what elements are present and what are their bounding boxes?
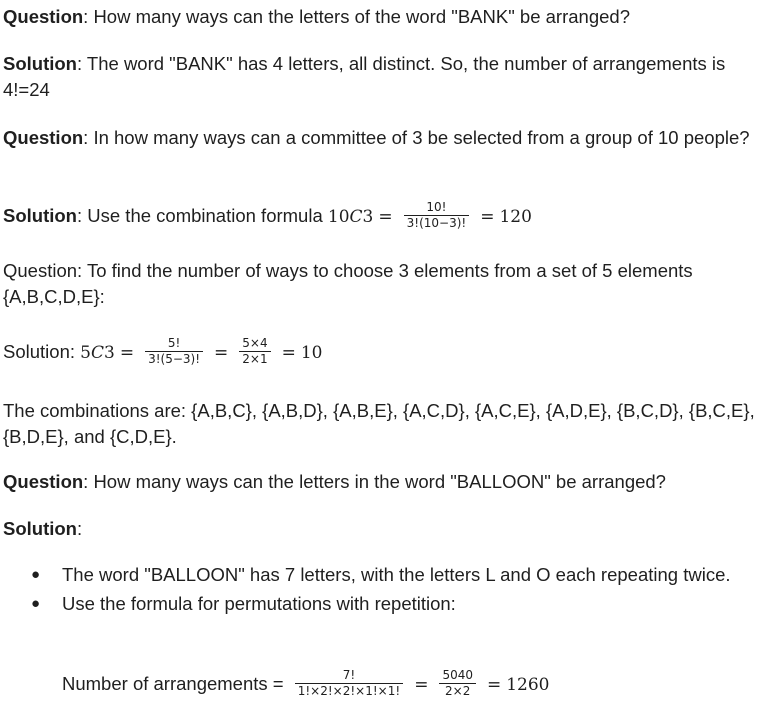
question-text: : How many ways can the letters of the word "BANK" be arranged?	[83, 6, 630, 27]
fraction	[439, 668, 476, 699]
fraction	[145, 336, 203, 367]
solution-3	[3, 338, 322, 369]
math-c: C	[90, 343, 104, 363]
solution-text: : The word "BANK" has 4 letters, all distinct. So, the number of arrangements is 4!=24	[3, 53, 726, 100]
solution-bullets	[3, 562, 743, 617]
fraction	[239, 336, 270, 367]
fraction-numerator: 5040	[439, 668, 476, 684]
bullet-icon: ●	[31, 595, 41, 612]
fraction-denominator: 3!(5−3)!	[148, 352, 201, 366]
question-label: Question	[3, 127, 84, 148]
math-result: 1260	[506, 675, 550, 695]
math-k: 3	[362, 207, 374, 227]
bullet-text: The word "BALLOON" has 7 letters, with the letters L and O each repeating twice.	[62, 564, 731, 585]
solution-1	[3, 51, 765, 103]
question-2	[3, 125, 750, 151]
question-text: : How many ways can the letters in the word "BALLOON" be arranged?	[83, 471, 666, 492]
solution-4	[3, 516, 82, 542]
math-n: 10	[327, 207, 350, 227]
fraction-numerator: 5×4	[239, 336, 270, 352]
question-4	[3, 469, 666, 495]
fraction-denominator: 2×1	[242, 352, 268, 366]
formula-label: Number of arrangements =	[62, 673, 289, 694]
math-equals: =	[414, 675, 429, 695]
bullet-text: Use the formula for permutations with repetition:	[62, 593, 456, 614]
question-3	[3, 258, 765, 310]
math-result: 10	[300, 343, 323, 363]
bullet-icon: ●	[31, 566, 41, 583]
math-n: 5	[80, 343, 91, 363]
math-equals: =	[119, 343, 135, 363]
math-equals: =	[378, 207, 393, 227]
fraction-numerator: 7!	[295, 668, 403, 684]
math-equals: =	[486, 675, 502, 695]
solution-label: Solution	[3, 518, 77, 539]
fraction	[295, 668, 403, 699]
math-equals: =	[214, 343, 229, 363]
solution-label: Solution	[3, 53, 77, 74]
math-result: 120	[499, 207, 532, 227]
solution-text: Solution:	[3, 341, 81, 362]
fraction-numerator: 5!	[145, 336, 203, 352]
math-c: C	[349, 207, 363, 227]
permutation-formula	[3, 670, 550, 701]
combinations-list	[3, 398, 765, 450]
math-equals: =	[281, 343, 296, 363]
math-equals: =	[480, 207, 495, 227]
combination-expression	[80, 336, 323, 366]
solution-text: : Use the combination formula	[76, 205, 328, 226]
question-label: Question	[3, 6, 84, 27]
fraction-denominator: 1!×2!×2!×1!×1!	[297, 684, 401, 698]
fraction-denominator: 3!(10−3)!	[406, 216, 467, 230]
list-item	[3, 591, 743, 617]
question-1	[3, 4, 630, 30]
math-k: 3	[103, 343, 115, 363]
fraction-denominator: 2×2	[445, 684, 471, 698]
fraction	[404, 200, 470, 231]
solution-2	[3, 202, 532, 233]
question-text: Question: To find the number of ways to choose 3 elements from a set of 5 elements {A,B,C,D,E}:	[3, 260, 693, 307]
fraction-numerator: 10!	[404, 200, 470, 216]
question-text: : In how many ways can a committee of 3 be selected from a group of 10 people?	[83, 127, 750, 148]
formula-expression	[289, 668, 550, 698]
question-label: Question	[3, 471, 84, 492]
solution-text: :	[76, 518, 83, 539]
combinations-text: The combinations are: {A,B,C}, {A,B,D}, {A,B,E}, {A,C,D}, {A,C,E}, {A,D,E}, {B,C,D}, {B,C,E}, {B,D,E}, and {C,D,E}.	[3, 400, 755, 447]
list-item	[3, 562, 743, 588]
solution-label: Solution	[3, 205, 77, 226]
combination-expression	[327, 200, 532, 230]
